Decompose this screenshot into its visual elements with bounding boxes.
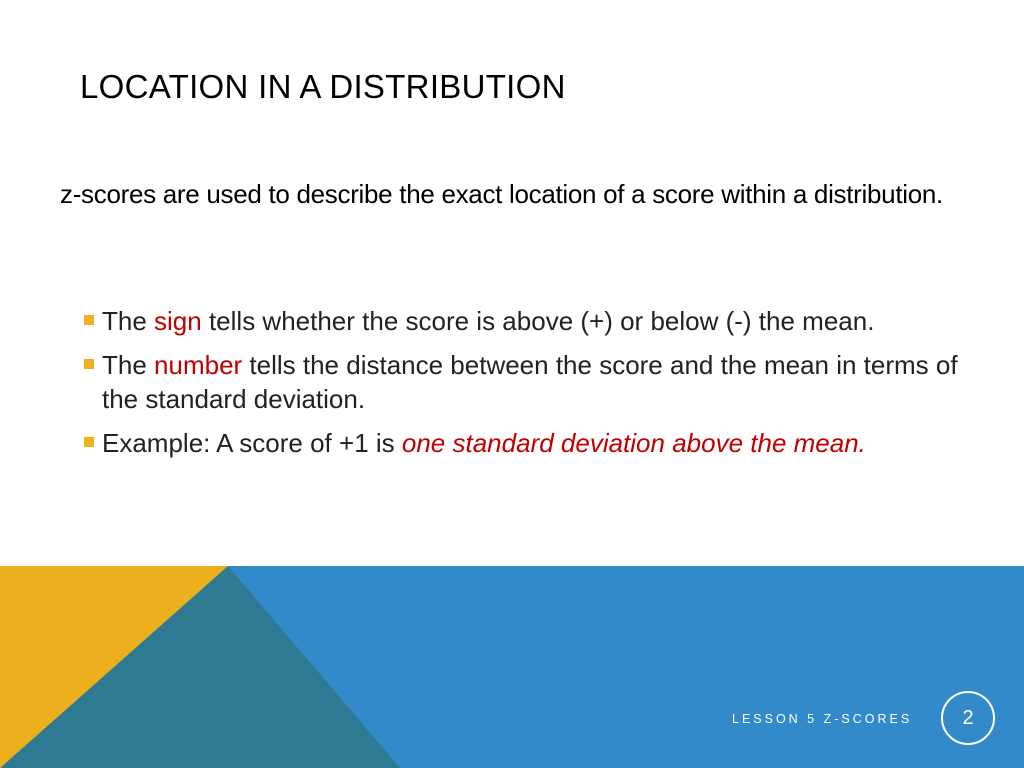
bullet-list [82, 304, 962, 470]
square-bullet-icon [84, 437, 94, 447]
footer-label: LESSON 5 Z-SCORES [732, 712, 913, 726]
page-number: 2 [962, 706, 974, 729]
square-bullet-icon [84, 359, 94, 369]
slide-title: LOCATION IN A DISTRIBUTION [80, 68, 566, 105]
bullet-highlight: sign [154, 306, 202, 336]
bullet-text-pre: Example: A score of +1 is [102, 428, 402, 458]
page-number-badge [941, 691, 995, 745]
bullet-text-post: . [858, 428, 866, 458]
footer-decoration [0, 566, 1024, 768]
bullet-text-pre: The [102, 306, 155, 336]
bullet-item [82, 304, 962, 338]
lead-paragraph: z-scores are used to describe the exact location of a score within a distribution. [60, 179, 943, 209]
square-bullet-icon [84, 315, 94, 325]
bullet-text-pre: The [102, 350, 155, 380]
bullet-item [82, 348, 962, 416]
bullet-text-post: tells whether the score is above (+) or below (-) the mean. [201, 306, 875, 336]
bullet-item [82, 426, 962, 460]
bullet-text-post: tells the distance between the score and the mean in terms of the standard deviation. [102, 350, 958, 414]
bullet-highlight: number [154, 350, 243, 380]
bullet-highlight: one standard deviation above the mean [401, 428, 859, 458]
